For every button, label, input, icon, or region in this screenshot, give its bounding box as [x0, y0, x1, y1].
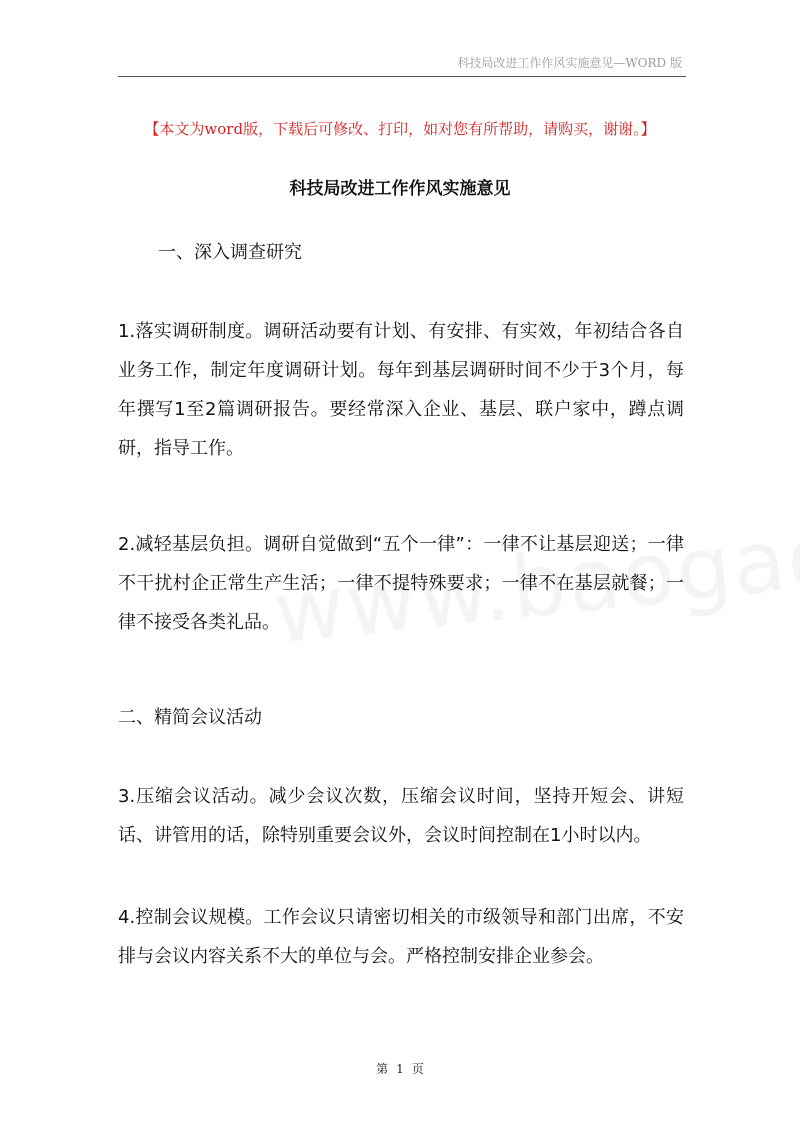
running-header: 科技局改进工作作风实施意见—WORD 版 — [457, 56, 682, 70]
paragraph-4: 4.控制会议规模。工作会议只请密切相关的市级领导和部门出席，不安排与会议内容关系不大的单位与会。严格控制安排企业参会。 — [118, 907, 684, 967]
page-number: 1 — [396, 1062, 404, 1076]
page-prefix: 第 — [376, 1062, 389, 1076]
section-heading-2: 二、精简会议活动 — [118, 707, 262, 728]
section-heading-1: 一、深入调查研究 — [158, 242, 302, 263]
page-suffix: 页 — [411, 1062, 424, 1076]
document-title: 科技局改进工作作风实施意见 — [289, 179, 511, 199]
paragraph-1: 1.落实调研制度。调研活动要有计划、有安排、有实效，年初结合各自业务工作，制定年度调研计划。每年到基层调研时间不少于3个月，每年撰写1至2篇调研报告。要经常深入企业、基层、联户家中，蹲点调研，指导工作。 — [118, 321, 684, 459]
purchase-notice: 【本文为word版，下载后可修改、打印，如对您有所帮助，请购买，谢谢。】 — [144, 120, 656, 138]
paragraph-2: 2.减轻基层负担。调研自觉做到“五个一律”：一律不让基层迎送；一律不干扰村企正常生产生活；一律不提特殊要求；一律不在基层就餐；一律不接受各类礼品。 — [118, 534, 684, 633]
header-divider — [118, 76, 686, 77]
paragraph-3: 3.压缩会议活动。减少会议次数，压缩会议时间，坚持开短会、讲短话、讲管用的话，除特别重要会议外，会议时间控制在1小时以内。 — [118, 786, 684, 846]
page-footer — [0, 1060, 800, 1077]
